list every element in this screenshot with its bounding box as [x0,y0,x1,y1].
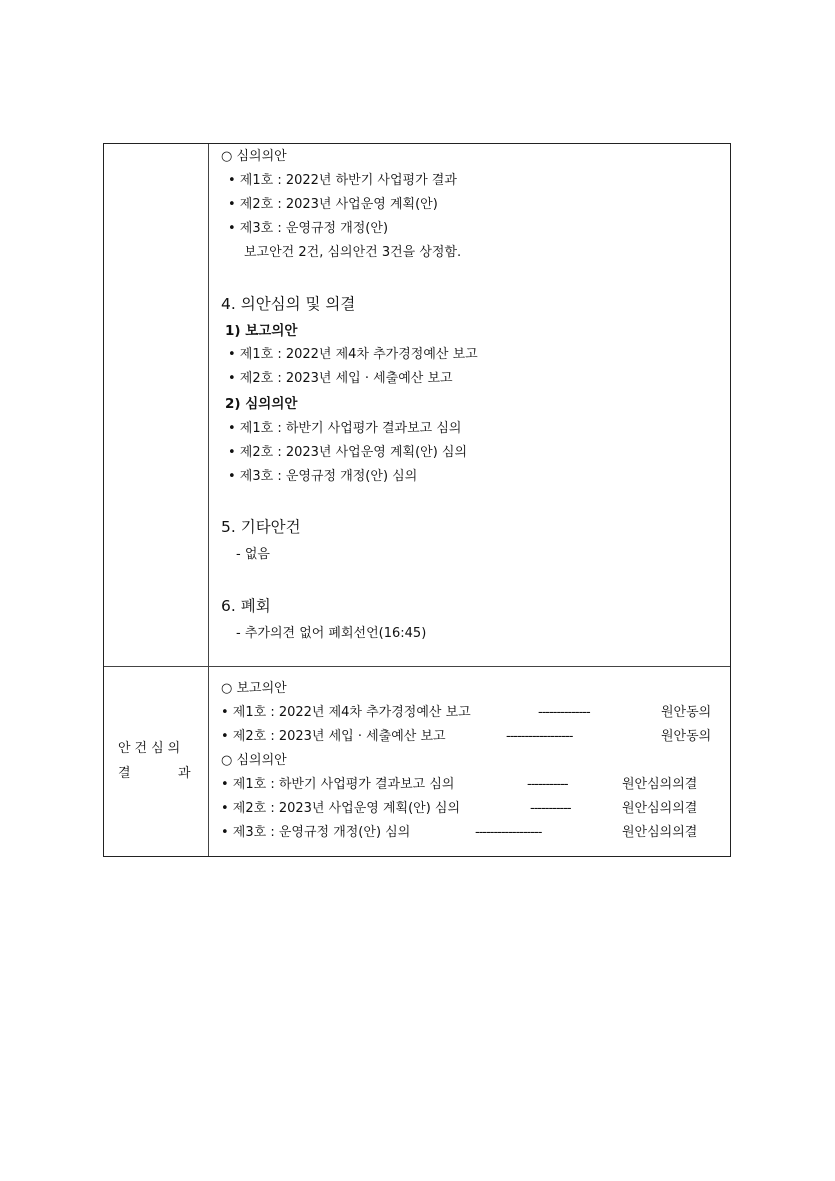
deliberation-agenda-header: ○ 심의의안 [221,753,287,768]
result-item: • 제2호 : 2023년 사업운영 계획(안) 심의 [221,801,461,816]
result-item: • 제2호 : 2023년 세입 · 세출예산 보고 [221,729,446,744]
subsection-title: 2) 심의의안 [225,396,298,412]
result-item: • 제1호 : 하반기 사업평가 결과보고 심의 [221,777,455,792]
section-title: 5. 기타안건 [221,518,301,536]
agenda-item: • 제1호 : 2022년 제4차 추가경정예산 보고 [228,347,478,362]
section-title: 4. 의안심의 및 의결 [221,295,356,313]
minutes-table [103,143,731,857]
agenda-item: • 제1호 : 하반기 사업평가 결과보고 심의 [228,421,462,436]
result-item: • 제1호 : 2022년 제4차 추가경정예산 보고 [221,705,471,720]
agenda-item: • 제3호 : 운영규정 개정(안) 심의 [228,469,418,484]
result-value: 원안심의의결 [622,801,698,816]
result-value: 원안동의 [661,729,712,744]
result-value: 원안심의의결 [622,777,698,792]
result-leader: -------------- [538,705,590,720]
agenda-item: • 제2호 : 2023년 사업운영 계획(안) 심의 [228,445,468,460]
result-leader: ----------- [527,777,568,792]
result-item: • 제3호 : 운영규정 개정(안) 심의 [221,825,411,840]
results-label-part: 결 [118,766,135,781]
result-leader: ------------------ [475,825,542,840]
column-divider [208,144,209,856]
agenda-summary: 보고안건 2건, 심의안건 3건을 상정함. [244,245,462,260]
section-item: - 없음 [236,547,270,562]
result-value: 원안심의의결 [622,825,698,840]
result-value: 원안동의 [661,705,712,720]
results-label: 안건심의 [118,741,185,756]
section-title: 6. 폐회 [221,597,271,615]
result-leader: ------------------ [506,729,573,744]
row-divider [104,666,730,667]
agenda-item: • 제3호 : 운영규정 개정(안) [228,221,389,236]
agenda-item: • 제2호 : 2023년 세입 · 세출예산 보고 [228,371,453,386]
agenda-item: • 제1호 : 2022년 하반기 사업평가 결과 [228,173,457,188]
agenda-item: • 제2호 : 2023년 사업운영 계획(안) [228,197,438,212]
deliberation-agenda-header: ○ 심의의안 [221,149,287,164]
section-item: - 추가의견 없어 폐회선언(16:45) [236,626,427,641]
report-agenda-header: ○ 보고의안 [221,681,287,696]
result-leader: ----------- [530,801,571,816]
results-label-part: 과 [178,766,195,781]
subsection-title: 1) 보고의안 [225,323,298,339]
